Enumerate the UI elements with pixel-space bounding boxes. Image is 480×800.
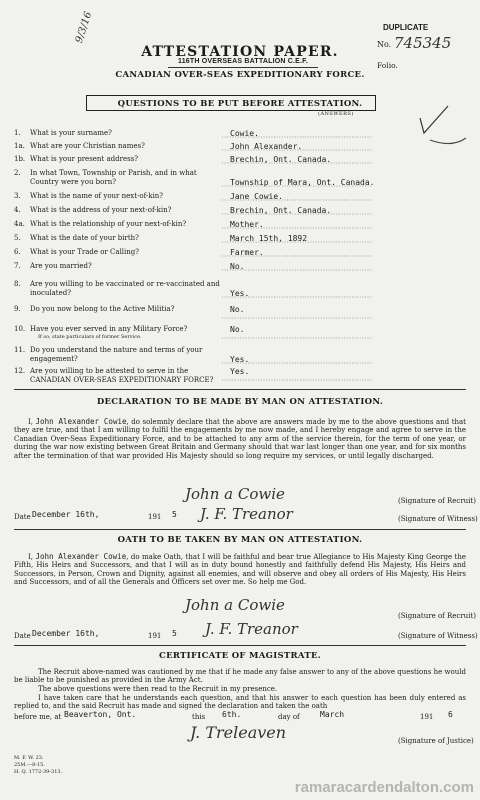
duplicate-stamp: DUPLICATE [383, 23, 429, 32]
magistrate-p3: I have taken care that he understands each question, and that his answer to each question has been duly entered as replied to, and the said Recruit has made and signed the declaration and taken the oath [14, 694, 466, 711]
question-answer: Township of Mara, Ont. Canada. [230, 178, 375, 187]
question-number: 1. [14, 129, 21, 137]
recruit-signature-label: (Signature of Recruit) [398, 497, 476, 505]
question-answer: Brechin, Ont. Canada. [230, 155, 332, 164]
question-number: 1b. [14, 155, 26, 163]
question-answer: Yes. [230, 355, 250, 364]
oath-recruit-signature: John a Cowie [185, 596, 285, 614]
this-label: this [192, 713, 206, 721]
declaration-text: , do solemnly declare that the above are answers made by me to the above questions and that they are true, and that I am willing to fulfil the engagements by me now made, and I hereby engage and agree to serve in the Canadian Over-Seas Expeditionary Force, and to be attached to any arm of the service therein, for the term of one year, or during the war now existing between Great Britain and Germany should that war last longer than one year, and for six months after the termination of that war provided His Majesty should so long require my services, or until legally discharged. [14, 418, 466, 460]
regimental-number: 745345 [394, 34, 452, 52]
magistrate-month: March [320, 710, 345, 719]
magistrate-year-suffix: 6 [448, 710, 453, 719]
question-answer: No. [230, 305, 245, 314]
oath-date-label: Date [14, 632, 31, 640]
question-number: 7. [14, 262, 21, 270]
question-text: What is your Trade or Calling? [30, 248, 140, 256]
question-answer: Cowie. [230, 129, 259, 138]
question-answer: Jane Cowie. [230, 192, 283, 201]
question-answer: Brechin, Ont. Canada. [230, 206, 332, 215]
question-text: Are you married? [30, 262, 92, 270]
rule [14, 389, 466, 390]
questions-title: QUESTIONS TO BE PUT BEFORE ATTESTATION. [117, 99, 363, 109]
magistrate-title: CERTIFICATE OF MAGISTRATE. [159, 651, 321, 661]
question-text: What is the date of your birth? [30, 234, 139, 242]
watermark: ramaracardendalton.com [294, 779, 474, 796]
oath-recruit-label: (Signature of Recruit) [398, 612, 476, 620]
question-number: 1a. [14, 142, 25, 150]
battalion-stamp: 116TH OVERSEAS BATTALION C.E.F. [178, 58, 309, 65]
question-text-main: Have you ever served in any Military Force? [30, 325, 188, 333]
question-number: 8. [14, 280, 21, 288]
question-number: 11. [14, 346, 26, 354]
magistrate-place: Beaverton, Ont. [64, 710, 137, 719]
magistrate-p2: The above questions were then read to the Recruit in my presence. [38, 685, 278, 693]
justice-signature-label: (Signature of Justice) [398, 737, 474, 745]
question-text: What is the name of your next-of-kin? [30, 192, 164, 200]
question-number: 5. [14, 234, 21, 242]
question-number: 4a. [14, 220, 25, 228]
question-answer: No. [230, 262, 245, 271]
question-text: What are your Christian names? [30, 142, 145, 150]
witness-signature-label: (Signature of Witness) [398, 515, 478, 523]
magistrate-p1: The Recruit above-named was cautioned by me that if he made any false answer to any of the above questions he would be liable to be punished as provided in the Army Act. [14, 668, 466, 685]
justice-signature: J. Treleaven [190, 723, 287, 742]
question-number: 3. [14, 192, 21, 200]
question-text: What is the relationship of your next-of-kin? [30, 220, 187, 228]
question-answer: Farmer. [230, 248, 264, 257]
question-text: In what Town, Township or Parish, and in what Country were you born? [30, 169, 197, 186]
question-answer: Yes. [230, 289, 250, 298]
document-subtitle: CANADIAN OVER-SEAS EXPEDITIONARY FORCE. [115, 70, 365, 80]
question-number: 6. [14, 248, 21, 256]
declaration-date: December 16th, [32, 510, 100, 519]
pencil-mark-icon [430, 138, 466, 144]
question-answer: No. [230, 325, 245, 334]
declaration-title: DECLARATION TO BE MADE BY MAN ON ATTESTATION. [96, 397, 384, 407]
form-code-3: H. Q. 1772-39-313. [14, 769, 63, 775]
rule [14, 529, 466, 530]
question-text: What is the address of your next-of-kin? [30, 206, 172, 214]
question-number: 4. [14, 206, 21, 214]
day-of-label: day of [278, 713, 300, 721]
question-number: 9. [14, 305, 21, 313]
oath-title: OATH TO BE TAKEN BY MAN ON ATTESTATION. [117, 535, 363, 545]
question-answer: March 15th, 1892 [230, 234, 308, 243]
question-answer: Mother. [230, 220, 264, 229]
declaration-name: John Alexander Cowie [35, 417, 127, 426]
question-number: 12. [14, 367, 26, 375]
oath-witness-signature: J. F. Treanor [205, 620, 298, 638]
oath-body [14, 553, 466, 587]
question-number: 10. [14, 325, 26, 333]
declaration-body [14, 418, 466, 460]
year-suffix: 5 [172, 510, 177, 519]
recruit-signature: John a Cowie [185, 485, 285, 503]
before-label: before me, at [14, 713, 62, 721]
corner-date: 9/3/16 [73, 10, 95, 45]
magistrate-year-prefix: 191 [420, 713, 434, 721]
question-answer: John Alexander. [230, 142, 303, 151]
check-mark-icon [420, 106, 448, 133]
oath-year-prefix: 191 [148, 632, 162, 640]
witness-signature: J. F. Treanor [200, 505, 293, 523]
form-code-2: 25M.—8-15. [14, 762, 45, 768]
question-answer: Yes. [230, 367, 250, 376]
year-prefix: 191 [148, 513, 162, 521]
oath-intro: I, [28, 553, 33, 561]
document-title: ATTESTATION PAPER. [141, 44, 339, 60]
rule [14, 645, 466, 646]
question-text: What is your surname? [30, 129, 112, 137]
date-label: Date [14, 513, 31, 521]
oath-text: , do make Oath, that I will be faithful and bear true Allegiance to His Majesty King George the Fifth, His Heirs and Successors, and that I will as in duty bound honestly and faithfully defend His Majesty, His Heirs and Successors, in Person, Crown and Dignity, against all enemies, and will observe and obey all orders of His Majesty, His Heirs and Successors, and of all the Generals and Officers set over me. So help me God. [14, 553, 467, 587]
question-number: 2. [14, 169, 21, 177]
oath-name: John Alexander Cowie [35, 552, 127, 561]
question-sub-text: If so, state particulars of former Service. [38, 333, 142, 340]
question-text: Do you understand the nature and terms of your engagement? [30, 346, 203, 363]
form-code-1: M. F. W. 23. [14, 755, 44, 761]
question-text: What is your present address? [30, 155, 139, 163]
answers-label: (ANSWERS) [318, 111, 354, 117]
oath-year-suffix: 5 [172, 629, 177, 638]
question-text: Do you now belong to the Active Militia? [30, 305, 175, 313]
oath-witness-label: (Signature of Witness) [398, 632, 478, 640]
oath-date: December 16th, [32, 629, 100, 638]
folio-label: Folio. [377, 61, 398, 70]
magistrate-day: 6th. [222, 710, 242, 719]
declaration-intro: I, [28, 418, 33, 426]
number-label: No. [377, 40, 392, 49]
question-text: Are you willing to be attested to serve in the CANADIAN OVER-SEAS EXPEDITIONARY FORCE? [30, 367, 214, 384]
question-text: Are you willing to be vaccinated or re-vaccinated and inoculated? [30, 280, 220, 297]
